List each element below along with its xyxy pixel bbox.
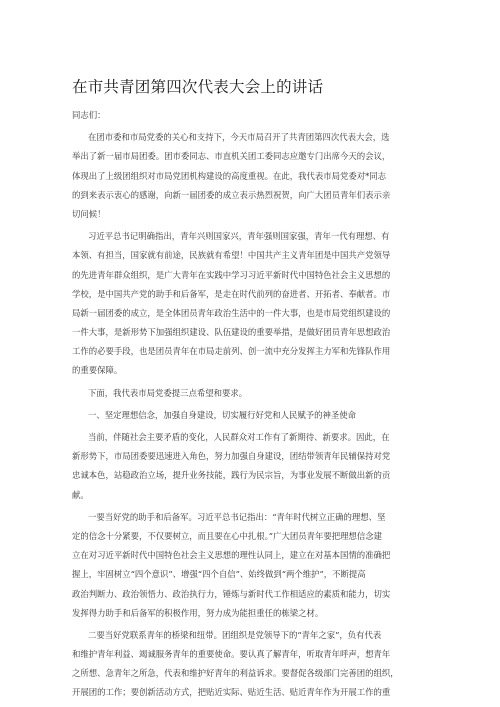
text-line: 献。 [72, 489, 89, 500]
text-line: 政治判断力、政治领悟力、政治执行力，锤炼与新时代工作相适应的素质和能力，切实 [72, 588, 391, 599]
text-line: 之所想、急青年之所急，代表和维护好青年的利益诉求。要督促各级部门完善团的组织， [72, 668, 399, 679]
text-line: 立在对习近平新时代中国特色社会主义思想的理性认同上，建立在对基本国情的准确把 [72, 550, 391, 561]
text-line: 举出了新一届市局团委。团市委同志、市直机关团工委同志应邀专门出席今天的会议， [72, 151, 391, 162]
text-line: 和维护青年利益、竭诚服务青年的重要使命。要认真了解青年，听取青年呼声，想青年 [72, 649, 391, 660]
text-line: 开展团的工作；要创新活动方式，把贴近实际、贴近生活、贴近青年作为开展工作的重 [72, 687, 391, 698]
text-line: 下面，我代表市局党委提三点希望和要求。 [88, 387, 248, 398]
text-line: 定的信念十分紧要，不仅要树立，而且要在心中扎根。”广大团员青年要把理想信念建 [72, 530, 382, 541]
text-line: 工作的必要手段，也是团员青年在市局走前列、创一流中充分发挥主力军和先锋队作用 [72, 346, 391, 357]
text-line: 同志们： [72, 110, 106, 120]
text-line: 新形势下，市局团委要迅速进入角色，努力加强自身建设，团结带领青年民辅保持对党 [72, 451, 391, 462]
text-line: 一、坚定理想信念，加强自身建设，切实履行好党和人民赋予的神圣使命 [88, 409, 356, 420]
text-line: 习近平总书记明确指出，青年兴则国家兴，青年强则国家强，青年一代有理想、有 [88, 231, 390, 242]
text-line: 在团市委和市局党委的关心和支持下，今天市局召开了共青团第四次代表大会，选 [88, 132, 390, 143]
document-body [72, 106, 430, 703]
text-line: 局新一届团委的成立，是全体团员青年政治生活中的一件大事，也是市局党组织建设的 [72, 307, 391, 318]
text-line: 切问候！ [72, 208, 106, 219]
text-line: 一件大事，是新形势下加强组织建设、队伍建设的重要举措，是做好团员青年思想政治 [72, 327, 391, 338]
text-line: 学校，是中国共产党的助手和后备军，是走在时代前列的奋进者、开拓者、奉献者。市 [72, 288, 391, 299]
text-line: 一要当好党的助手和后备军。习近平总书记指出：“青年时代树立正确的理想、坚 [88, 511, 386, 522]
text-line: 的重要保障。 [72, 365, 123, 376]
text-line: 体现出了上级团组织对市局党团机构建设的高度重视。在此，我代表市局党委对*同志 [72, 170, 387, 181]
text-line: 的先进青年群众组织，是广大青年在实践中学习习近平新时代中国特色社会主义思想的 [72, 269, 391, 280]
text-line: 的到来表示衷心的感谢，向新一届团委的成立表示热烈祝贺，向广大团员青年们表示亲 [72, 189, 391, 200]
text-line: 当前，伴随社会主要矛盾的变化，人民群众对工作有了新期待、新要求。因此，在 [88, 432, 390, 442]
text-line: 握上，牢固树立“四个意识”、增强“四个自信”、始终做到“两个维护”，不断提高 [72, 569, 366, 580]
text-line: 发挥得力助手和后备军的积极作用，努力成为能担重任的栋梁之材。 [72, 607, 324, 618]
text-line: 本领、有担当，国家就有前途，民族就有希望！中国共产主义青年团是中国共产党领导 [72, 250, 391, 261]
text-line: 二要当好党联系青年的桥梁和纽带。团组织是党领导下的“青年之家”，负有代表 [88, 629, 382, 640]
document-title: 在市共青团第四次代表大会上的讲话 [72, 78, 324, 96]
text-line: 忠诚本色，站稳政治立场，提升业务技能，践行为民宗旨，为事业发展不断做出新的贡 [72, 470, 391, 481]
